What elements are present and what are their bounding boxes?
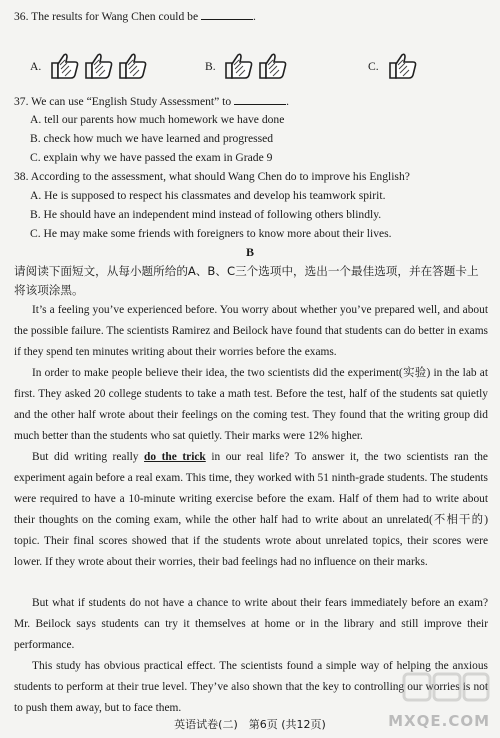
- q37-option-a: A. tell our parents how much homework we have done: [30, 113, 285, 126]
- q36-option-a-label: A.: [30, 60, 42, 73]
- passage-paragraph-4: [14, 593, 488, 656]
- thumbs-up-icon: [222, 50, 254, 80]
- q37-stem-text: 37. We can use “English Study Assessment” to: [14, 95, 232, 108]
- page-footer: 英语试卷(二) 第6页 (共12页): [174, 718, 326, 731]
- q36-end: .: [253, 10, 256, 23]
- paragraph-text: It’s a feeling you’ve experienced before. You worry about whether you’ve prepared well, and about the possible failure. The scientists Ramirez and Beilock have found that students can do better in exams if they spend ten minutes writing about their worries before the exams.: [14, 304, 488, 358]
- passage-paragraph-1: [14, 300, 488, 363]
- q36-option-b-label: B.: [205, 60, 216, 73]
- section-label: B: [245, 245, 254, 259]
- watermark-text: MXQE.COM: [388, 712, 490, 730]
- q37-end: .: [286, 95, 289, 108]
- q37-stem: [14, 93, 490, 109]
- q38-option-a: A. He is supposed to respect his classmates and develop his teamwork spirit.: [30, 189, 386, 202]
- thumbs-up-icon: [116, 50, 148, 80]
- q38-option-b: B. He should have an independent mind instead of following others blindly.: [30, 208, 382, 221]
- q38-option-c: C. He may make some friends with foreigners to know more about their lives.: [30, 227, 392, 240]
- paragraph-text: In order to make people believe their idea, the two scientists did the experiment(实验) in the lab at first. They asked 20 college students to take a math test. Before the test, half of the students sat quietly and the other half wrote about their feelings on the coming test. They found that the writing group did much better than the students who sat quietly. Their marks were 12% higher.: [14, 367, 488, 442]
- answer-blank: [234, 93, 286, 105]
- answer-blank: [201, 8, 253, 20]
- paragraph-text: But did writing really: [32, 451, 139, 463]
- q37-option-b: B. check how much we have learned and progressed: [30, 132, 274, 145]
- paragraph-text: in our real life? To answer it, the two scientists ran the experiment again before a real exam. This time, they worked with 51 ninth-grade students. The students were required to have a 10-minute writing exercise before the exam. Half of them had to write about their thoughts on the coming exam, while the other half had to write about an unrelated(不相干的) topic. Their final scores showed that if the students wrote about unrelated topics, their scores were lower. If they wrote about their worries, their bad feelings had no influence on their marks.: [14, 451, 488, 568]
- passage-paragraph-3: [14, 447, 488, 573]
- q36-option-c-label: C.: [368, 60, 379, 73]
- q36-option-a-thumbs: [48, 50, 148, 80]
- thumbs-up-icon: [82, 50, 114, 80]
- section-instruction: [14, 262, 488, 300]
- q37-option-c: C. explain why we have passed the exam in Grade 9: [30, 151, 273, 164]
- thumbs-up-icon: [48, 50, 80, 80]
- q36-option-b-thumbs: [222, 50, 288, 80]
- q38-stem: 38. According to the assessment, what should Wang Chen do to improve his English?: [14, 170, 410, 183]
- q36-option-c-thumbs: [386, 50, 418, 80]
- thumbs-up-icon: [386, 50, 418, 80]
- paragraph-text: This study has obvious practical effect. The scientists found a simple way of helping the anxious students to perform at their true level. They’ve also shown that the key to controlling our worries is not to push them away, but to face them.: [14, 660, 488, 714]
- passage-paragraph-2: [14, 363, 488, 447]
- q36-stem-text: 36. The results for Wang Chen could be: [14, 10, 199, 23]
- thumbs-up-icon: [256, 50, 288, 80]
- paragraph-text: But what if students do not have a chance to write about their fears immediately before an exam? Mr. Beilock says students can try it themselves at home or in the library and still improve their performance.: [14, 597, 488, 651]
- q36-stem: [14, 8, 490, 24]
- emphasized-phrase: do the trick: [144, 451, 206, 463]
- instruction-text: 请阅读下面短文，从每小题所给的A、B、C三个选项中，选出一个最佳选项，并在答题卡上将该项涂黑。: [14, 264, 479, 297]
